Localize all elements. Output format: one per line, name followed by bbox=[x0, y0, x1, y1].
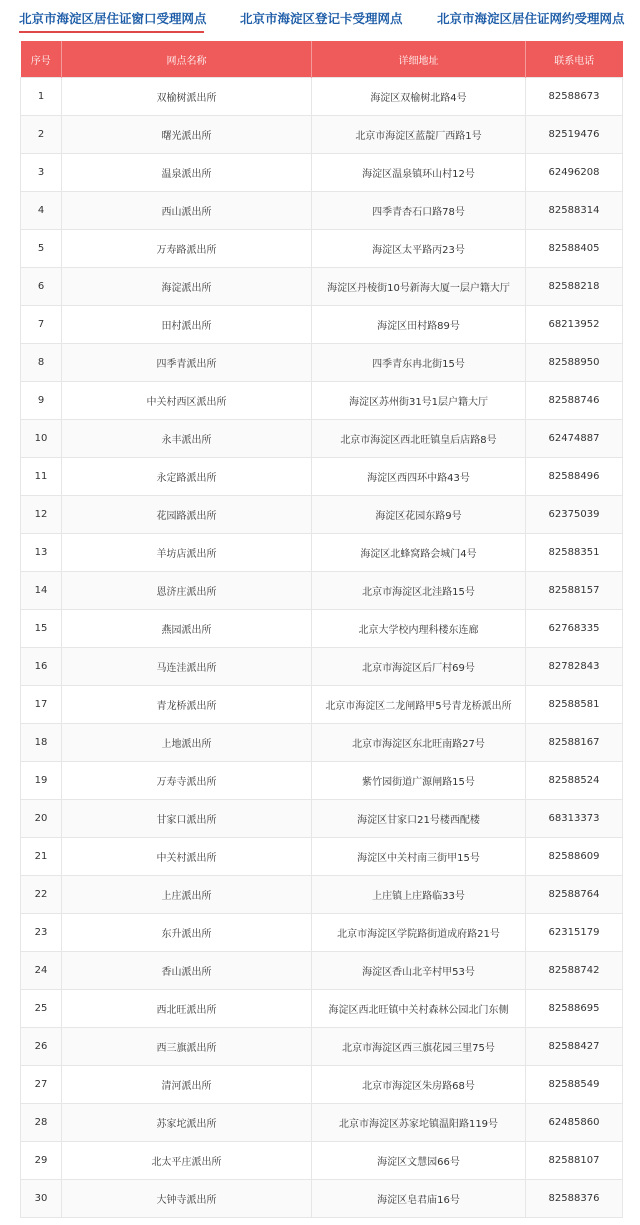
table-row bbox=[21, 1142, 623, 1180]
table-row bbox=[21, 230, 623, 268]
station-name: 清河派出所 bbox=[62, 1066, 312, 1104]
table-row bbox=[21, 724, 623, 762]
station-name: 西北旺派出所 bbox=[62, 990, 312, 1028]
station-phone: 82588167 bbox=[526, 724, 623, 762]
station-phone: 62474887 bbox=[526, 420, 623, 458]
station-name: 北太平庄派出所 bbox=[62, 1142, 312, 1180]
table-row bbox=[21, 610, 623, 648]
row-index: 11 bbox=[21, 458, 62, 496]
table-row bbox=[21, 686, 623, 724]
row-index: 24 bbox=[21, 952, 62, 990]
row-index: 27 bbox=[21, 1066, 62, 1104]
table-row bbox=[21, 914, 623, 952]
row-index: 6 bbox=[21, 268, 62, 306]
station-address: 四季青东冉北街15号 bbox=[312, 344, 526, 382]
tab-bar bbox=[0, 0, 640, 40]
station-phone: 82588746 bbox=[526, 382, 623, 420]
station-address: 北京市海淀区二龙闸路甲5号青龙桥派出所 bbox=[312, 686, 526, 724]
station-address: 北京市海淀区苏家坨镇温阳路119号 bbox=[312, 1104, 526, 1142]
station-phone: 82588157 bbox=[526, 572, 623, 610]
station-name: 大钟寺派出所 bbox=[62, 1180, 312, 1218]
station-address: 紫竹园街道广源闸路15号 bbox=[312, 762, 526, 800]
table-row bbox=[21, 1180, 623, 1218]
header-station-name: 网点名称 bbox=[62, 41, 312, 78]
station-name: 西三旗派出所 bbox=[62, 1028, 312, 1066]
station-address: 北京大学校内理科楼东连廊 bbox=[312, 610, 526, 648]
station-address: 海淀区甘家口21号楼西配楼 bbox=[312, 800, 526, 838]
station-name: 永定路派出所 bbox=[62, 458, 312, 496]
station-phone: 82588581 bbox=[526, 686, 623, 724]
header-phone: 联系电话 bbox=[526, 41, 623, 78]
station-phone: 62768335 bbox=[526, 610, 623, 648]
station-name: 曙光派出所 bbox=[62, 116, 312, 154]
station-phone: 82588950 bbox=[526, 344, 623, 382]
station-name: 双榆树派出所 bbox=[62, 78, 312, 116]
station-name: 上庄派出所 bbox=[62, 876, 312, 914]
station-address: 海淀区双榆树北路4号 bbox=[312, 78, 526, 116]
header-address: 详细地址 bbox=[312, 41, 526, 78]
station-phone: 82588218 bbox=[526, 268, 623, 306]
table-row bbox=[21, 382, 623, 420]
table-row bbox=[21, 78, 623, 116]
table-row bbox=[21, 838, 623, 876]
station-address: 海淀区田村路89号 bbox=[312, 306, 526, 344]
tab-online-appointment[interactable]: 北京市海淀区居住证网约受理网点 bbox=[437, 11, 625, 26]
station-address: 海淀区北蜂窝路会城门4号 bbox=[312, 534, 526, 572]
row-index: 17 bbox=[21, 686, 62, 724]
station-address: 海淀区文慧园66号 bbox=[312, 1142, 526, 1180]
station-address: 海淀区花园东路9号 bbox=[312, 496, 526, 534]
station-name: 中关村派出所 bbox=[62, 838, 312, 876]
station-name: 羊坊店派出所 bbox=[62, 534, 312, 572]
table-row bbox=[21, 344, 623, 382]
table-row bbox=[21, 572, 623, 610]
table-row bbox=[21, 762, 623, 800]
station-phone: 62485860 bbox=[526, 1104, 623, 1142]
table-row bbox=[21, 116, 623, 154]
station-name: 恩济庄派出所 bbox=[62, 572, 312, 610]
station-name: 中关村西区派出所 bbox=[62, 382, 312, 420]
row-index: 15 bbox=[21, 610, 62, 648]
table-row bbox=[21, 1028, 623, 1066]
tab-registration-card[interactable]: 北京市海淀区登记卡受理网点 bbox=[240, 11, 403, 26]
row-index: 25 bbox=[21, 990, 62, 1028]
station-phone: 82588427 bbox=[526, 1028, 623, 1066]
table-row bbox=[21, 1066, 623, 1104]
station-address: 北京市海淀区西三旗花园三里75号 bbox=[312, 1028, 526, 1066]
table-row bbox=[21, 1104, 623, 1142]
row-index: 2 bbox=[21, 116, 62, 154]
station-phone: 68213952 bbox=[526, 306, 623, 344]
station-phone: 82588376 bbox=[526, 1180, 623, 1218]
table-row bbox=[21, 800, 623, 838]
station-name: 万寿路派出所 bbox=[62, 230, 312, 268]
station-name: 田村派出所 bbox=[62, 306, 312, 344]
row-index: 22 bbox=[21, 876, 62, 914]
row-index: 7 bbox=[21, 306, 62, 344]
station-phone: 82588673 bbox=[526, 78, 623, 116]
row-index: 21 bbox=[21, 838, 62, 876]
row-index: 13 bbox=[21, 534, 62, 572]
table-header-row bbox=[21, 41, 623, 78]
row-index: 29 bbox=[21, 1142, 62, 1180]
station-name: 上地派出所 bbox=[62, 724, 312, 762]
stations-table bbox=[20, 41, 623, 1218]
station-address: 上庄镇上庄路临33号 bbox=[312, 876, 526, 914]
station-address: 海淀区温泉镇环山村12号 bbox=[312, 154, 526, 192]
table-row bbox=[21, 420, 623, 458]
station-name: 永丰派出所 bbox=[62, 420, 312, 458]
station-name: 青龙桥派出所 bbox=[62, 686, 312, 724]
row-index: 5 bbox=[21, 230, 62, 268]
station-address: 北京市海淀区东北旺南路27号 bbox=[312, 724, 526, 762]
station-name: 海淀派出所 bbox=[62, 268, 312, 306]
table-row bbox=[21, 952, 623, 990]
row-index: 26 bbox=[21, 1028, 62, 1066]
row-index: 23 bbox=[21, 914, 62, 952]
station-phone: 82588549 bbox=[526, 1066, 623, 1104]
row-index: 14 bbox=[21, 572, 62, 610]
active-tab-indicator bbox=[19, 31, 204, 33]
station-name: 燕园派出所 bbox=[62, 610, 312, 648]
tab-window-acceptance[interactable]: 北京市海淀区居住证窗口受理网点 bbox=[19, 11, 207, 26]
station-name: 温泉派出所 bbox=[62, 154, 312, 192]
station-name: 马连洼派出所 bbox=[62, 648, 312, 686]
table-row bbox=[21, 534, 623, 572]
row-index: 9 bbox=[21, 382, 62, 420]
station-address: 海淀区西四环中路43号 bbox=[312, 458, 526, 496]
row-index: 8 bbox=[21, 344, 62, 382]
station-name: 万寿寺派出所 bbox=[62, 762, 312, 800]
table-row bbox=[21, 990, 623, 1028]
station-address: 海淀区苏州街31号1层户籍大厅 bbox=[312, 382, 526, 420]
station-address: 北京市海淀区朱房路68号 bbox=[312, 1066, 526, 1104]
station-address: 海淀区丹棱街10号新海大厦一层户籍大厅 bbox=[312, 268, 526, 306]
station-address: 海淀区西北旺镇中关村森林公园北门东侧 bbox=[312, 990, 526, 1028]
station-address: 北京市海淀区学院路街道成府路21号 bbox=[312, 914, 526, 952]
station-name: 东升派出所 bbox=[62, 914, 312, 952]
station-phone: 82588351 bbox=[526, 534, 623, 572]
row-index: 19 bbox=[21, 762, 62, 800]
station-phone: 82588107 bbox=[526, 1142, 623, 1180]
header-index: 序号 bbox=[21, 41, 62, 78]
station-phone: 82782843 bbox=[526, 648, 623, 686]
station-name: 苏家坨派出所 bbox=[62, 1104, 312, 1142]
row-index: 30 bbox=[21, 1180, 62, 1218]
station-phone: 82588609 bbox=[526, 838, 623, 876]
row-index: 1 bbox=[21, 78, 62, 116]
station-phone: 82588764 bbox=[526, 876, 623, 914]
station-name: 四季青派出所 bbox=[62, 344, 312, 382]
station-address: 四季青杏石口路78号 bbox=[312, 192, 526, 230]
table-row bbox=[21, 458, 623, 496]
station-address: 海淀区皂君庙16号 bbox=[312, 1180, 526, 1218]
table-row bbox=[21, 154, 623, 192]
table-row bbox=[21, 496, 623, 534]
station-phone: 68313373 bbox=[526, 800, 623, 838]
row-index: 16 bbox=[21, 648, 62, 686]
row-index: 10 bbox=[21, 420, 62, 458]
station-phone: 82588496 bbox=[526, 458, 623, 496]
row-index: 4 bbox=[21, 192, 62, 230]
station-address: 北京市海淀区西北旺镇皇后店路8号 bbox=[312, 420, 526, 458]
station-phone: 82588314 bbox=[526, 192, 623, 230]
row-index: 3 bbox=[21, 154, 62, 192]
table-row bbox=[21, 268, 623, 306]
station-phone: 62375039 bbox=[526, 496, 623, 534]
station-phone: 82519476 bbox=[526, 116, 623, 154]
table-row bbox=[21, 876, 623, 914]
row-index: 28 bbox=[21, 1104, 62, 1142]
row-index: 12 bbox=[21, 496, 62, 534]
station-address: 北京市海淀区后厂村69号 bbox=[312, 648, 526, 686]
station-phone: 82588695 bbox=[526, 990, 623, 1028]
station-name: 花园路派出所 bbox=[62, 496, 312, 534]
station-address: 北京市海淀区蓝靛厂西路1号 bbox=[312, 116, 526, 154]
station-phone: 82588742 bbox=[526, 952, 623, 990]
station-name: 甘家口派出所 bbox=[62, 800, 312, 838]
station-address: 海淀区香山北辛村甲53号 bbox=[312, 952, 526, 990]
station-name: 西山派出所 bbox=[62, 192, 312, 230]
station-address: 海淀区中关村南三街甲15号 bbox=[312, 838, 526, 876]
station-address: 海淀区太平路丙23号 bbox=[312, 230, 526, 268]
row-index: 18 bbox=[21, 724, 62, 762]
table-row bbox=[21, 192, 623, 230]
station-name: 香山派出所 bbox=[62, 952, 312, 990]
station-address: 北京市海淀区北洼路15号 bbox=[312, 572, 526, 610]
station-phone: 82588524 bbox=[526, 762, 623, 800]
table-row bbox=[21, 306, 623, 344]
row-index: 20 bbox=[21, 800, 62, 838]
station-phone: 62496208 bbox=[526, 154, 623, 192]
station-phone: 82588405 bbox=[526, 230, 623, 268]
station-phone: 62315179 bbox=[526, 914, 623, 952]
table-row bbox=[21, 648, 623, 686]
